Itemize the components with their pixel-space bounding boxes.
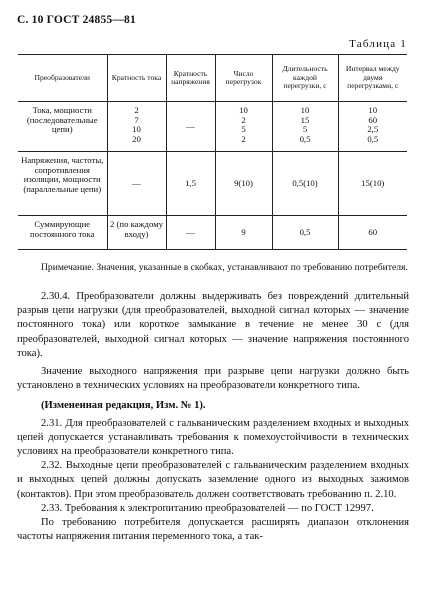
row-label: Суммирующие постоянного тока xyxy=(18,216,107,250)
cell-value: 15 xyxy=(300,114,310,125)
col-header: Преобразователи xyxy=(18,55,107,102)
paragraph-2-33: 2.33. Требования к электропитанию преобразователей — по ГОСТ 12997. xyxy=(41,502,374,514)
table-cell: 15(10) xyxy=(338,152,407,216)
cell-value: 10 xyxy=(132,124,141,135)
table-cell xyxy=(272,102,338,152)
cell-value: 10 xyxy=(300,105,310,115)
table-cell xyxy=(107,102,166,152)
cell-value: 2 xyxy=(134,105,139,115)
cell-value: 10 xyxy=(368,105,378,115)
table-cell: — xyxy=(166,102,215,152)
table-header-row xyxy=(18,55,407,102)
cell-value: 5 xyxy=(302,124,308,135)
col-header: Кратность напряжения xyxy=(166,55,215,102)
page-header: С. 10 ГОСТ 24855—81 xyxy=(17,14,136,26)
row-label: Напряжения, частоты, сопротивления изоляции, мощности (параллельные цепи) xyxy=(18,152,107,216)
table-cell: 0,5(10) xyxy=(272,152,338,216)
table-cell: 9 xyxy=(215,216,272,250)
body-text xyxy=(17,290,409,544)
paragraph-power-supply: По требованию потребителя допускается расширять диапазон отклонения частоты напряжения питания переменного тока, а так- xyxy=(17,517,409,543)
table-row xyxy=(18,152,407,216)
table-cell: 2 (по каждому входу) xyxy=(107,216,166,250)
table-note-block xyxy=(17,262,409,275)
table-cell: 60 xyxy=(338,216,407,250)
table-cell: 0,5 xyxy=(272,216,338,250)
cell-value: 0,5 xyxy=(367,133,379,144)
cell-value: 0,5 xyxy=(299,133,311,144)
col-header: Число перегрузок xyxy=(215,55,272,102)
cell-value: 10 xyxy=(239,105,248,115)
paragraph-edition-note: (Измененная редакция, Изм. № 1). xyxy=(41,400,206,412)
table-cell: — xyxy=(107,152,166,216)
paragraph-2-32: 2.32. Выходные цепи преобразователей с гальваническим разделением входных и выходных цепей должны допускать заземление одного из выходных зажимов (контактов). При этом преобразователь должен соответствовать требованию п. 2.10. xyxy=(17,460,409,500)
cell-value: 2,5 xyxy=(367,124,379,135)
col-header: Интервал между двумя перегрузками, с xyxy=(338,55,407,102)
paragraph-2-30-4: 2.30.4. Преобразователи должны выдерживать без повреждений длительный разрыв цепи нагрузки (для преобразователей, выходной сигнал которых — значение постоянного тока) или короткое замыкание в течение не менее 30 с (для преобразователей, выходной сигнал которых — значение напряжения постоянного тока). xyxy=(17,291,409,359)
table-row xyxy=(18,216,407,250)
table-row xyxy=(18,102,407,152)
cell-value: 2 xyxy=(241,133,246,144)
cell-value: 2 xyxy=(241,114,246,125)
overload-table xyxy=(18,54,407,250)
table-note: Примечание. Значения, указанные в скобках, устанавливают по требованию потребителя. xyxy=(41,262,408,273)
cell-value: 5 xyxy=(241,124,246,135)
cell-value: 7 xyxy=(134,114,139,125)
table-cell: — xyxy=(166,216,215,250)
table-caption: Таблица 1 xyxy=(349,38,407,50)
table-cell xyxy=(215,102,272,152)
cell-value: 20 xyxy=(132,133,141,144)
table-cell: 1,5 xyxy=(166,152,215,216)
paragraph-output-voltage: Значение выходного напряжения при разрыве цепи нагрузки должно быть установлено в технических условиях на преобразователи конкретного типа. xyxy=(17,366,409,392)
table-cell: 9(10) xyxy=(215,152,272,216)
col-header: Кратность тока xyxy=(107,55,166,102)
cell-value: 60 xyxy=(368,114,378,125)
col-header: Длительность каждой перегрузки, с xyxy=(272,55,338,102)
table-cell xyxy=(338,102,407,152)
row-label: Тока, мощности (последовательные цепи) xyxy=(26,105,98,135)
paragraph-2-31: 2.31. Для преобразователей с гальваническим разделением входных и выходных цепей допускается устанавливать требования к помехоустойчивости в технических условиях на преобразователи конкретного типа. xyxy=(17,417,409,458)
